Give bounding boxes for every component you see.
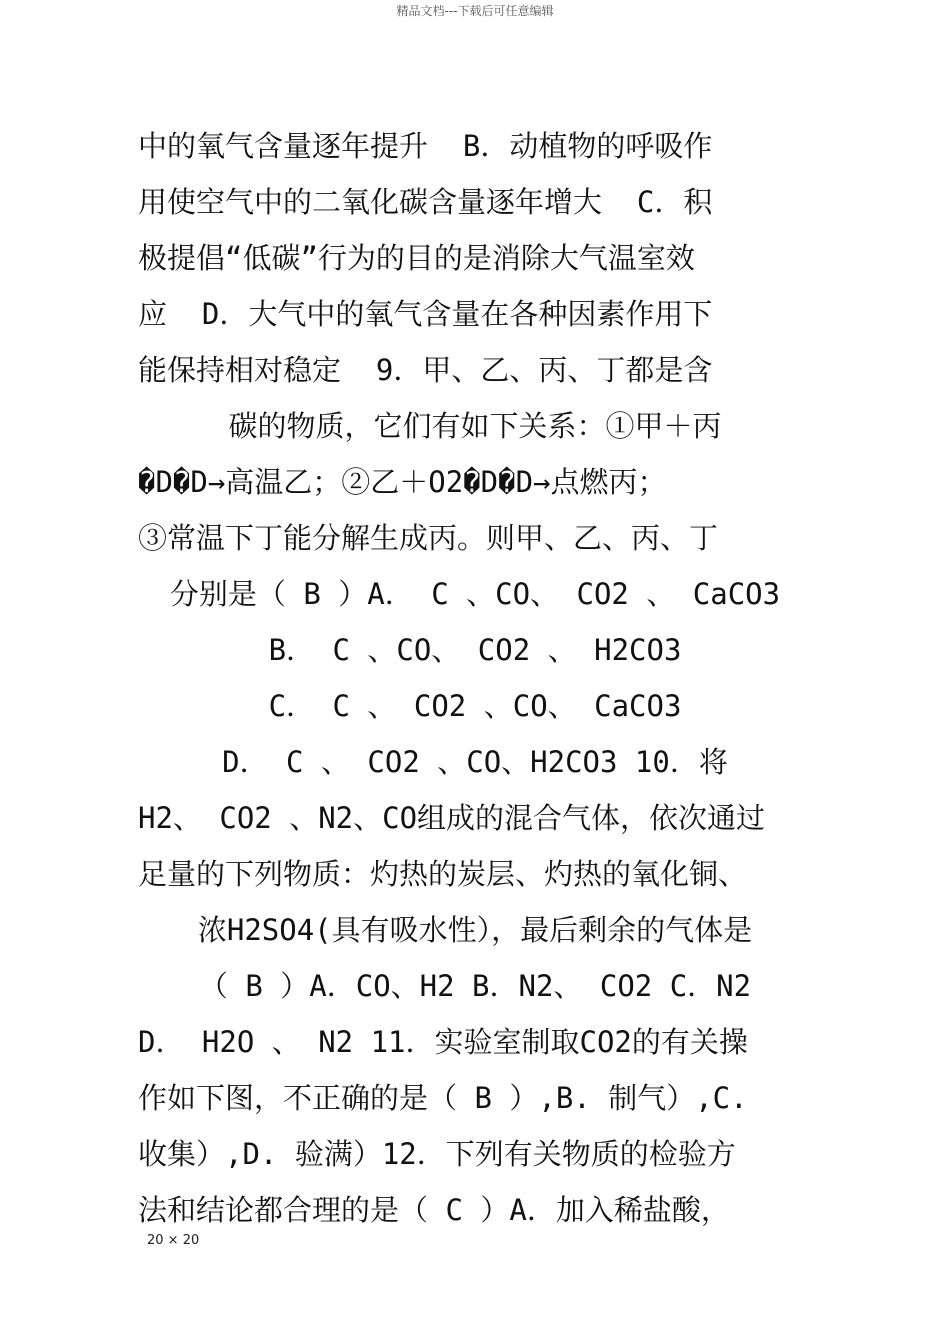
text-line: 用使空气中的二氧化碳含量逐年增大 C．积 bbox=[138, 185, 713, 219]
text-line: 分别是（ B ）A． C 、CO、 CO2 、 CaCO3 bbox=[169, 577, 781, 611]
text-line: 应 D．大气中的氧气含量在各种因素作用下 bbox=[138, 297, 713, 331]
text-line: H2、 CO2 、N2、CO组成的混合气体，依次通过 bbox=[138, 801, 766, 835]
text-line: 法和结论都合理的是（ C ）A．加入稀盐酸， bbox=[138, 1193, 730, 1227]
text-line: ③常温下丁能分解生成丙。则甲、乙、丙、丁 bbox=[138, 521, 719, 555]
document-body bbox=[0, 118, 950, 1238]
text-line: D． H2O 、 N2 11．实验室制取CO2的有关操 bbox=[138, 1025, 748, 1059]
text-line: �D�D→高温乙；②乙＋O2�D�D→点燃丙； bbox=[138, 465, 667, 499]
page-header: 精品文档---下载后可任意编辑 bbox=[396, 4, 554, 18]
text-line: 收集）,D. 验满）12．下列有关物质的检验方 bbox=[138, 1137, 736, 1171]
text-line: C． C 、 CO2 、CO、 CaCO3 bbox=[268, 689, 682, 723]
text-line: D． C 、 CO2 、CO、H2CO3 10．将 bbox=[222, 745, 728, 779]
text-line: 浓H2SO4(具有吸水性），最后剩余的气体是 bbox=[197, 913, 753, 947]
text-line: 作如下图，不正确的是（ B ）,B. 制气）,C. bbox=[138, 1081, 748, 1115]
page-footer-grid-size: 20 × 20 bbox=[147, 1233, 200, 1248]
text-line: 足量的下列物质：灼热的炭层、灼热的氧化铜、 bbox=[138, 857, 748, 891]
text-line: B． C 、CO、 CO2 、 H2CO3 bbox=[268, 633, 682, 667]
text-line: 中的氧气含量逐年提升 B．动植物的呼吸作 bbox=[138, 129, 713, 163]
text-line: （ B ）A．CO、H2 B．N2、 CO2 C．N2 bbox=[198, 969, 752, 1003]
text-line: 碳的物质，它们有如下关系：①甲＋丙 bbox=[228, 409, 722, 443]
text-line: 能保持相对稳定 9．甲、乙、丙、丁都是含 bbox=[138, 353, 713, 387]
text-line: 极提倡“低碳”行为的目的是消除大气温室效 bbox=[138, 241, 695, 275]
